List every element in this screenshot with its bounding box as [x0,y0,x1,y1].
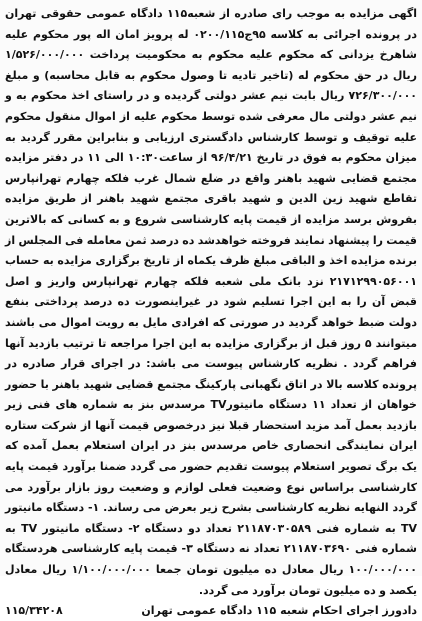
notice-issuer: دادورز اجرای احکام شعبه ۱۱۵ دادگاه عمومی تهران [141,604,417,618]
notice-body-text: اگهی مزایده به موجب رای صادره از شعبه۱۱۵ دادگاه عمومی حقوقی تهران در پرونده اجرائی به کلاسه ۹۵ج۰۲۰۰/۱۱۵ له پرویز امان اله پور محکوم علیه شاهرخ یزدانی که محکوم علیه محکوم به محکومیت پرداخت ۱/۵۲۶/۰۰۰/۰۰۰ ریال در حق محکوم له (تاخیر تادیه تا وصول محکوم به قابل محاسبه) و مبلغ ۷۲۶/۳۰۰/۰۰۰ ریال بابت نیم عشر دولتی گردیده و در راستای اخذ محکوم به و نیم عشر دولتی مال معرفی شده توسط محکوم علیه از اموال منقول محکوم علیه توقیف و توسط کارشناس دادگستری ارزیابی و بنابراین مقرر گردید به میزان محکوم به فوق در تاریخ ۹۶/۴/۲۱ از ساعت۱۰:۳۰ الی ۱۱ در دفتر مزایده مجتمع قضایی شهید باهنر واقع در ضلع شمال غرب فلکه چهارم تهرانپارس تقاطع شهید زین الدین و شهید باقری مجتمع شهید باهنر از طریق مزایده بفروش برسد مزایده از قیمت پایه کارشناسی شروع و به کسانی که بالاترین قیمت را پیشنهاد نمایند فروخته خواهدشد ده درصد ثمن معامله فی المجلس از برنده مزایده اخذ و الباقی مبلغ ظرف یکماه از تاریخ برگزاری مزایده به حساب ۲۱۷۱۲۹۹۰۵۶۰۰۱ نزد بانک ملی شعبه فلکه چهارم تهرانپارس واریز و اصل قبض آن را به این اجرا تسلیم شود در غیراینصورت ده درصد پرداختی بنفع دولت ضبط خواهد گردید در صورتی که افرادی مایل به رویت اموال می باشند میتوانند ۵ روز قبل از برگزاری مزایده به این اجرا مراجعه تا ترتیب بازدید آنها فراهم گردد . نظریه کارشناس پیوست می باشد: در اجرای قرار صادره در پرونده کلاسه بالا در اتاق نگهبانی پارکینگ مجتمع قضایی شهید باهنر با حضور خواهان از تعداد ۱۱ دستگاه مانیتورTV مرسدس بنز به شماره های فنی زیر بازدید بعمل آمد مزید استحضار قبلا نیز درخصوص قیمت آنها از شرکت ستاره ایران نمایندگی انحصاری خاص مرسدس بنز در ایران استعلام بعمل آمده که یک برگ تصویر استعلام پیوست تقدیم حضور می گردد ضمنا برآورد قیمت پایه کارشناسی براساس نوع وضعیت فعلی لوازم و وضعیت روز بازار برآورد می گردد النهایه نظریه کارشناسی بشرح زیر بعرض می رساند. ۱- دستگاه مانیتور TV به شماره فنی ۲۱۱۸۷۰۳۰۵۸۹ تعداد دو دستگاه ۲- دستگاه مانیتور TV به شماره فنی ۲۱۱۸۷۰۳۶۹۰ تعداد نه دستگاه ۳- قیمت پایه کارشناسی هردستگاه ۱۰۰/۰۰۰/۰۰۰ ریال معادل ده میلیون تومان جمعا ۱/۱۰۰/۰۰۰/۰۰۰ ریال معادل یکصد و ده میلیون تومان برآورد می گردد. [5,7,418,597]
notice-reference-number: ۱۱۵/۳۴۲۰۸ [5,604,63,618]
notice-footer [5,601,417,621]
